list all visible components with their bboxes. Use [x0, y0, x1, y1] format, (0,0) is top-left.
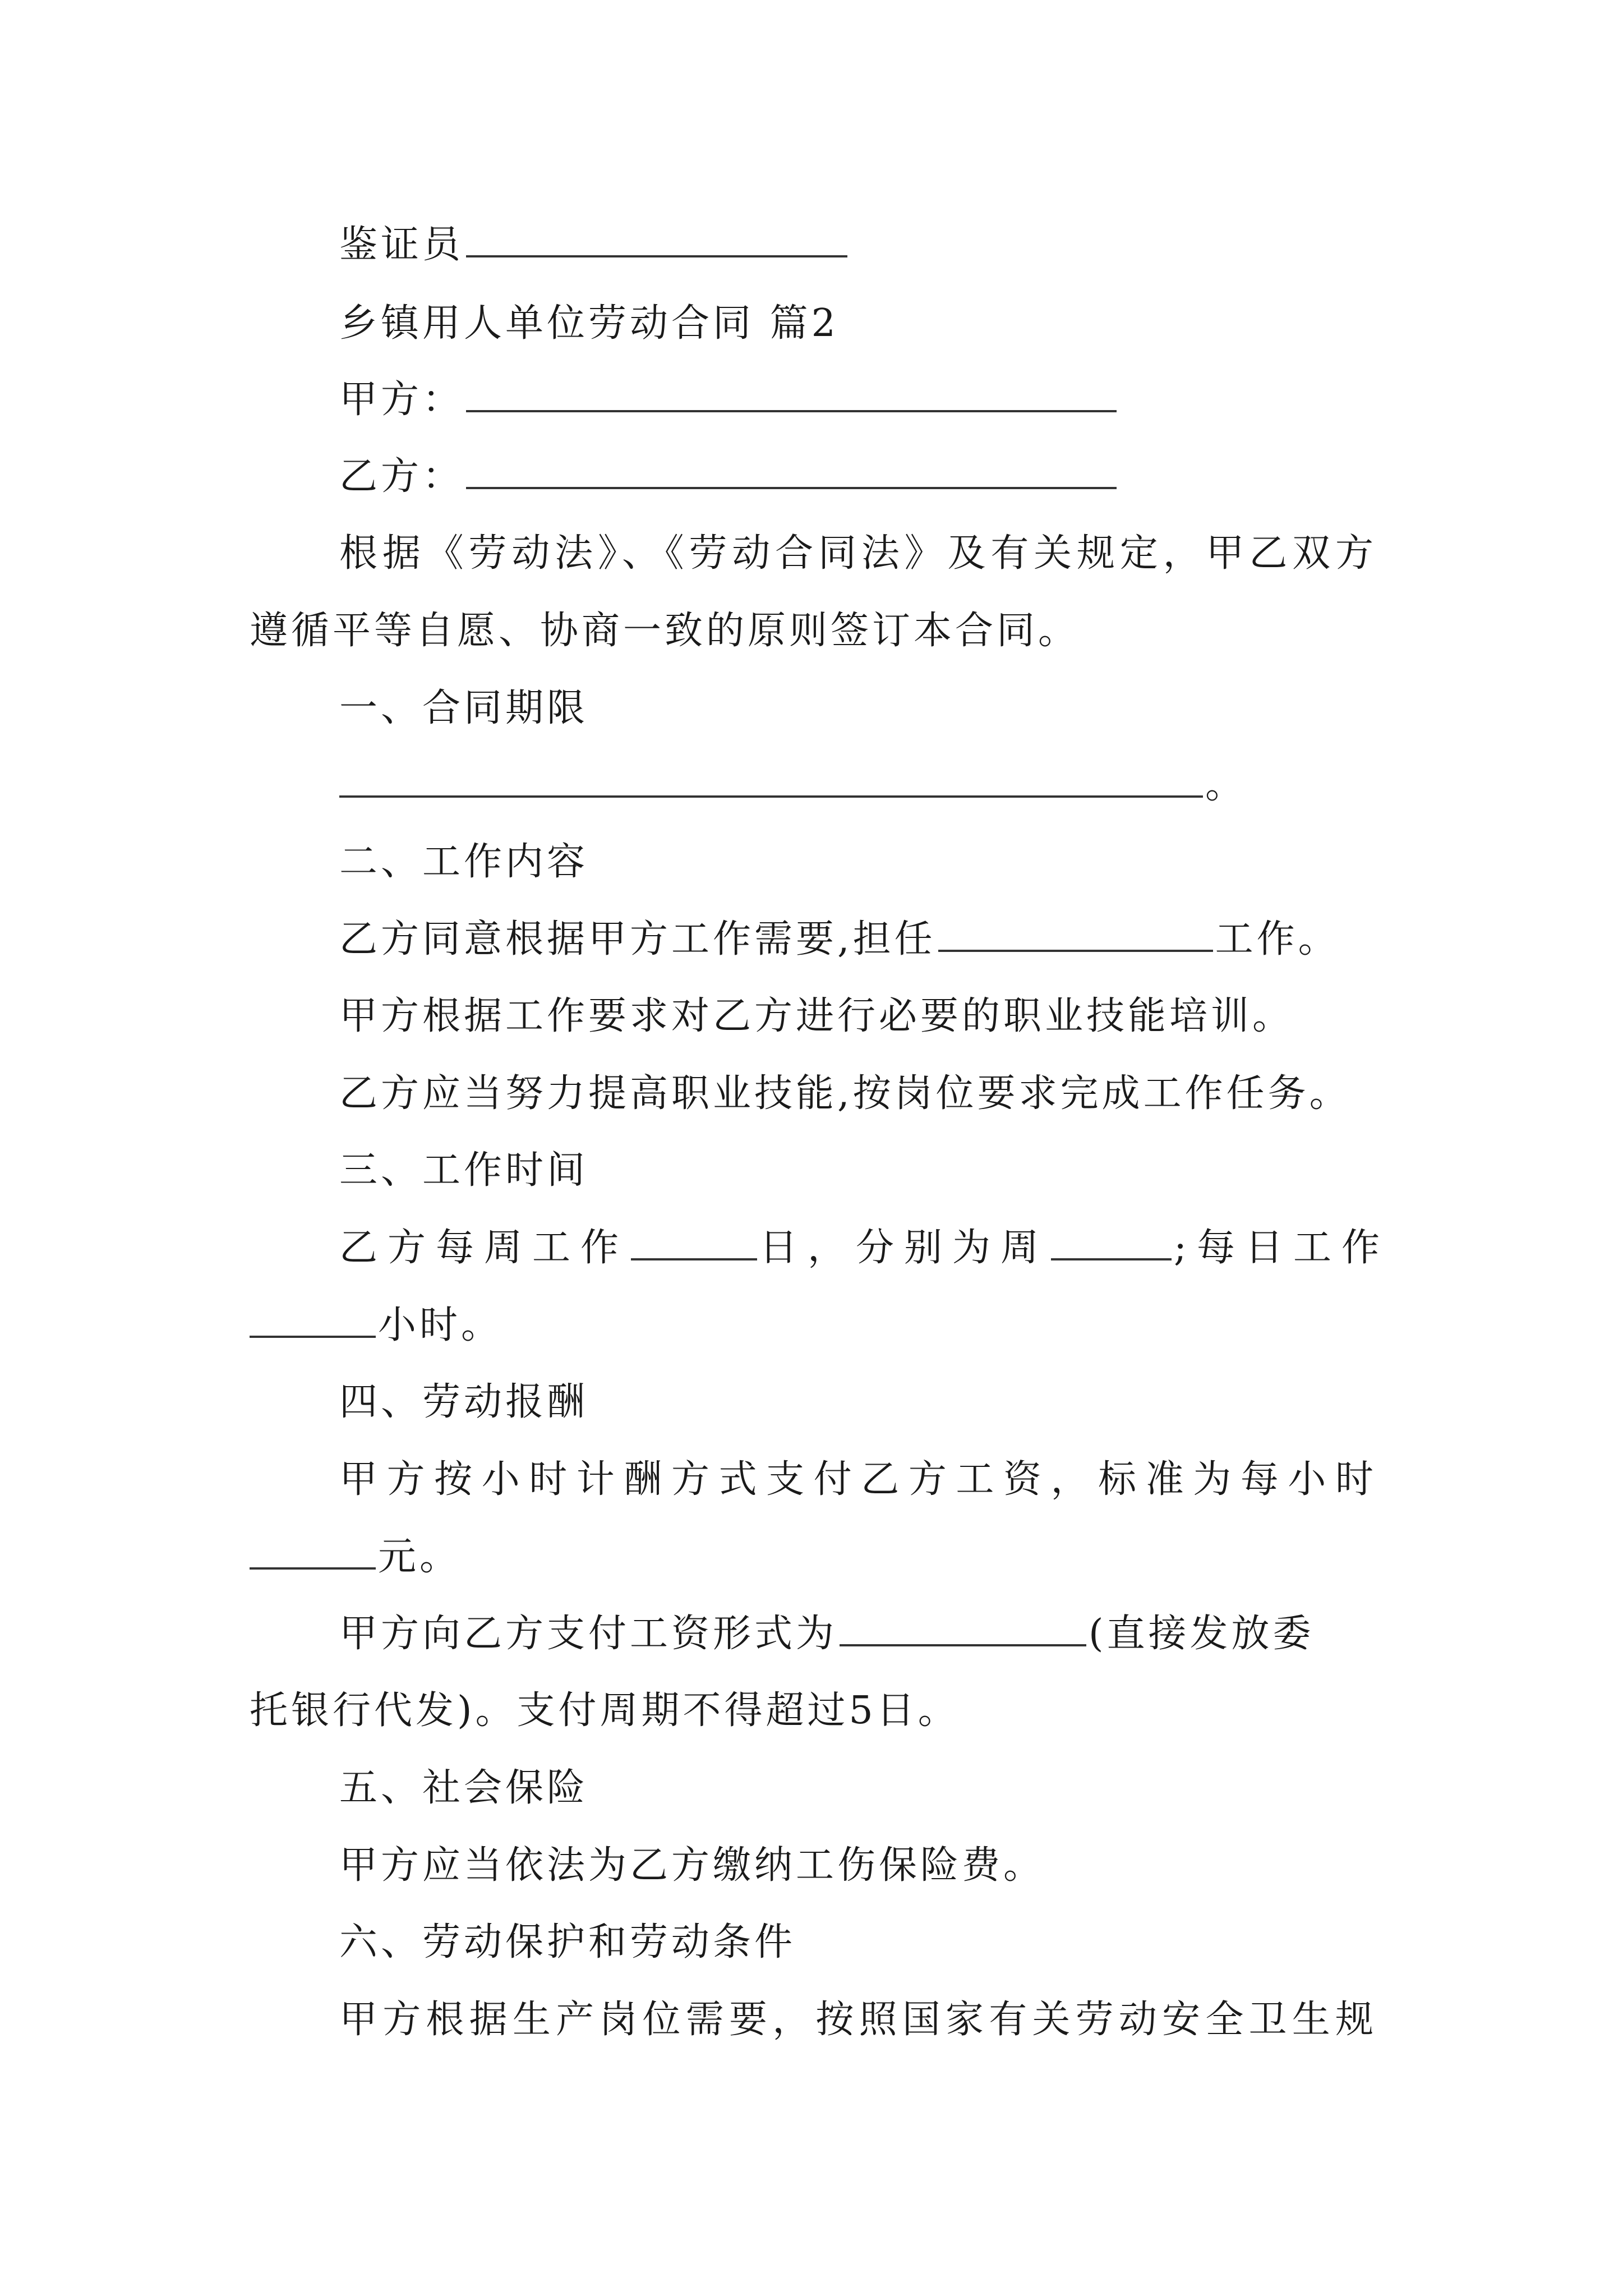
- job-position-blank: [938, 917, 1213, 952]
- work-days-line: 乙方每周工作 日，分别为周 ;每日工作: [339, 1226, 1390, 1270]
- party-b-line: [339, 438, 1377, 516]
- payment-cycle-line: 托银行代发)。支付周期不得超过5日。: [250, 1688, 960, 1733]
- witness-label: 鉴证员: [339, 223, 464, 267]
- intro-paragraph-line-1: 根据《劳动法》、《劳动合同法》及有关规定，甲乙双方: [339, 531, 1377, 576]
- insurance-line: 甲方应当依法为乙方缴纳工伤保险费。: [339, 1843, 1045, 1888]
- training-line: 甲方根据工作要求对乙方进行必要的职业技能培训。: [339, 994, 1294, 1038]
- hourly-wage-line: 甲方按小时计酬方式支付乙方工资，标准为每小时: [339, 1457, 1377, 1502]
- section-2-heading: 二、工作内容: [339, 840, 589, 884]
- payment-form-line: 甲方向乙方支付工资形式为 (直接发放委: [339, 1612, 1315, 1656]
- wage-amount-line: 元。: [250, 1518, 1377, 1596]
- witness-line: [339, 206, 1377, 284]
- weekdays-blank: [1051, 1226, 1172, 1260]
- days-per-week-blank: [631, 1226, 757, 1260]
- term-blank: [339, 763, 1203, 798]
- witness-blank: [466, 223, 847, 257]
- section-3-heading: 三、工作时间: [339, 1148, 589, 1193]
- party-b-blank: [466, 454, 1117, 489]
- intro-paragraph-line-2: 遵循平等自愿、协商一致的原则签订本合同。: [250, 609, 1080, 653]
- protection-line: 甲方根据生产岗位需要，按照国家有关劳动安全卫生规: [339, 1998, 1377, 2042]
- party-b-label: 乙方：: [339, 454, 464, 499]
- section-1-heading: 一、合同期限: [339, 686, 589, 730]
- hourly-rate-blank: [250, 1535, 376, 1570]
- section-4-heading: 四、劳动报酬: [339, 1380, 589, 1424]
- party-a-label: 甲方：: [339, 378, 464, 422]
- term-line: 。: [339, 746, 1377, 825]
- section-5-heading: 五、社会保险: [339, 1766, 589, 1810]
- section-6-heading: 六、劳动保护和劳动条件: [339, 1920, 796, 1964]
- hours-per-day-blank: [250, 1303, 376, 1338]
- contract-title: 乡镇用人单位劳动合同 篇2: [339, 301, 839, 346]
- payment-form-blank: [840, 1612, 1086, 1646]
- party-a-blank: [466, 378, 1117, 412]
- party-a-line: [339, 361, 1377, 439]
- job-position-line: 乙方同意根据甲方工作需要,担任 工作。: [339, 917, 1340, 961]
- duty-line: 乙方应当努力提高职业技能,按岗位要求完成工作任务。: [339, 1071, 1351, 1116]
- work-hours-line: 小时。: [250, 1286, 1377, 1365]
